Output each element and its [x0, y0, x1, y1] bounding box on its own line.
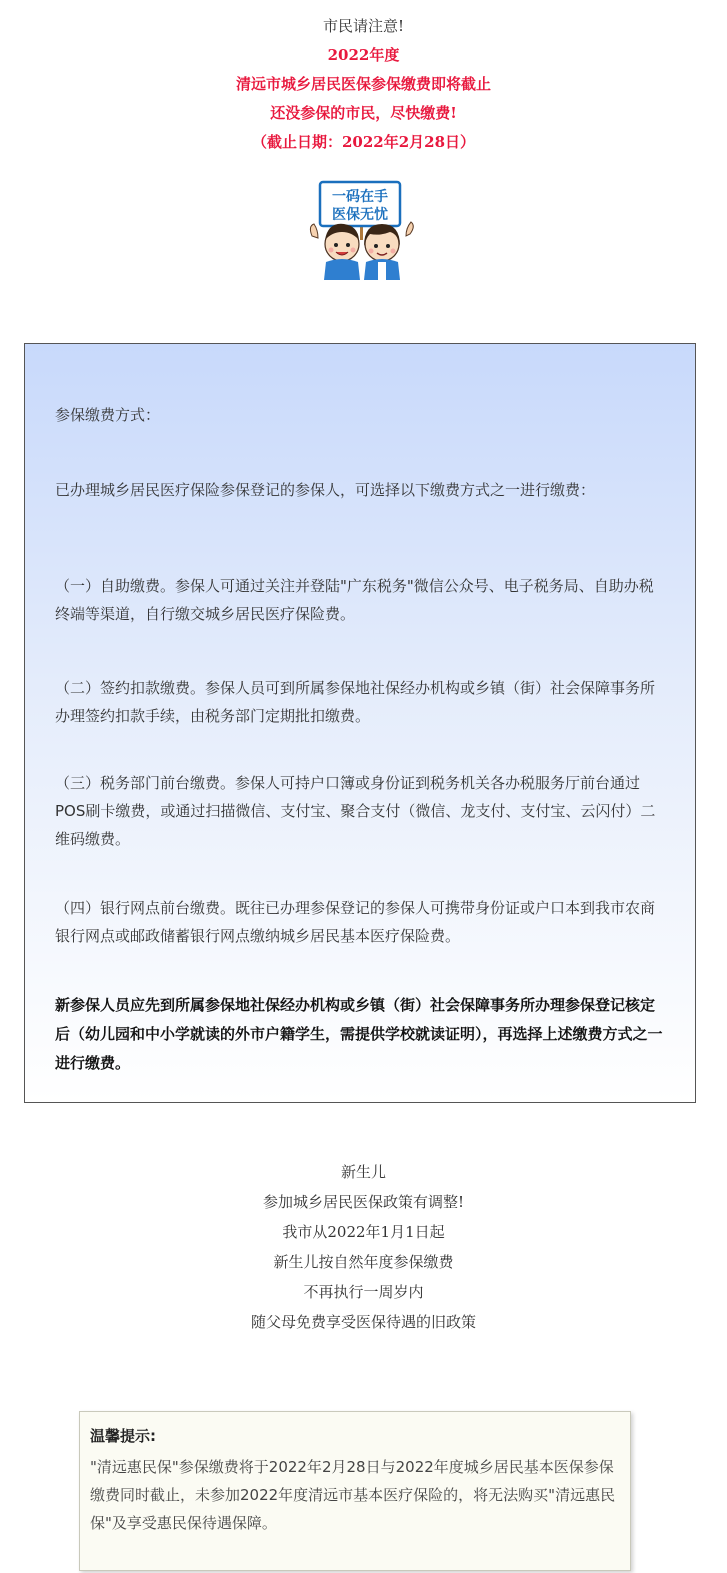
newborn-policy: [0, 1157, 727, 1337]
new-enrollee-note: 新参保人员应先到所属参保地社保经办机构或乡镇（街）社会保障事务所办理参保登记核定后（幼儿园和中小学就读的外市户籍学生，需提供学校就读证明），再选择上述缴费方式之一进行缴费。: [55, 996, 663, 1072]
notice-line-deadline-announce: 清远市城乡居民医保参保缴费即将截止: [235, 75, 491, 93]
notice-line-deadline-date: （截止日期：2022年2月28日）: [251, 133, 476, 151]
payment-methods-box: [24, 343, 696, 1103]
newborn-line-5: 不再执行一周岁内: [303, 1283, 424, 1301]
newborn-line-2: 参加城乡居民医保政策有调整!: [262, 1193, 465, 1211]
warm-tip-box: [79, 1411, 631, 1571]
mascot-sign-line1: 一码在手: [332, 189, 388, 205]
newborn-line-4: 新生儿按自然年度参保缴费: [273, 1253, 454, 1271]
payment-intro: 已办理城乡居民医疗保险参保登记的参保人，可选择以下缴费方式之一进行缴费：: [55, 481, 596, 499]
newborn-line-3: 我市从2022年1月1日起: [282, 1223, 445, 1241]
notice-line-year: 2022年度: [327, 46, 400, 64]
notice-header: [0, 12, 727, 157]
warm-tip-title: 温馨提示:: [90, 1427, 156, 1445]
payment-method-1: （一）自助缴费。参保人可通过关注并登陆"广东税务"微信公众号、电子税务局、自助办税终端等渠道，自行缴交城乡居民医疗保险费。: [55, 577, 654, 623]
payment-method-2: （二）签约扣款缴费。参保人员可到所属参保地社保经办机构或乡镇（街）社会保障事务所办理签约扣款手续，由税务部门定期批扣缴费。: [55, 679, 656, 725]
payment-method-4: （四）银行网点前台缴费。既往已办理参保登记的参保人可携带身份证或户口本到我市农商银行网点或邮政储蓄银行网点缴纳城乡居民基本医疗保险费。: [55, 899, 656, 945]
payment-heading: 参保缴费方式：: [55, 406, 161, 424]
notice-line-attention: 市民请注意!: [322, 17, 405, 35]
payment-method-3: （三）税务部门前台缴费。参保人可持户口簿或身份证到税务机关各办税服务厅前台通过POS刷卡缴费，或通过扫描微信、支付宝、聚合支付（微信、龙支付、支付宝、云闪付）二维码缴费。: [55, 774, 656, 848]
newborn-line-1: 新生儿: [340, 1163, 386, 1181]
mascot-illustration: [306, 180, 418, 280]
newborn-line-6: 随父母免费享受医保待遇的旧政策: [250, 1313, 476, 1331]
mascot-kids-icon: [306, 180, 418, 280]
mascot-sign-line2: 医保无忧: [332, 207, 388, 223]
notice-line-urge: 还没参保的市民，尽快缴费!: [270, 104, 457, 122]
warm-tip-body: "清远惠民保"参保缴费将于2022年2月28日与2022年度城乡居民基本医保参保缴费同时截止，未参加2022年度清远市基本医疗保险的，将无法购买"清远惠民保"及享受惠民保待遇保障。: [90, 1458, 616, 1532]
